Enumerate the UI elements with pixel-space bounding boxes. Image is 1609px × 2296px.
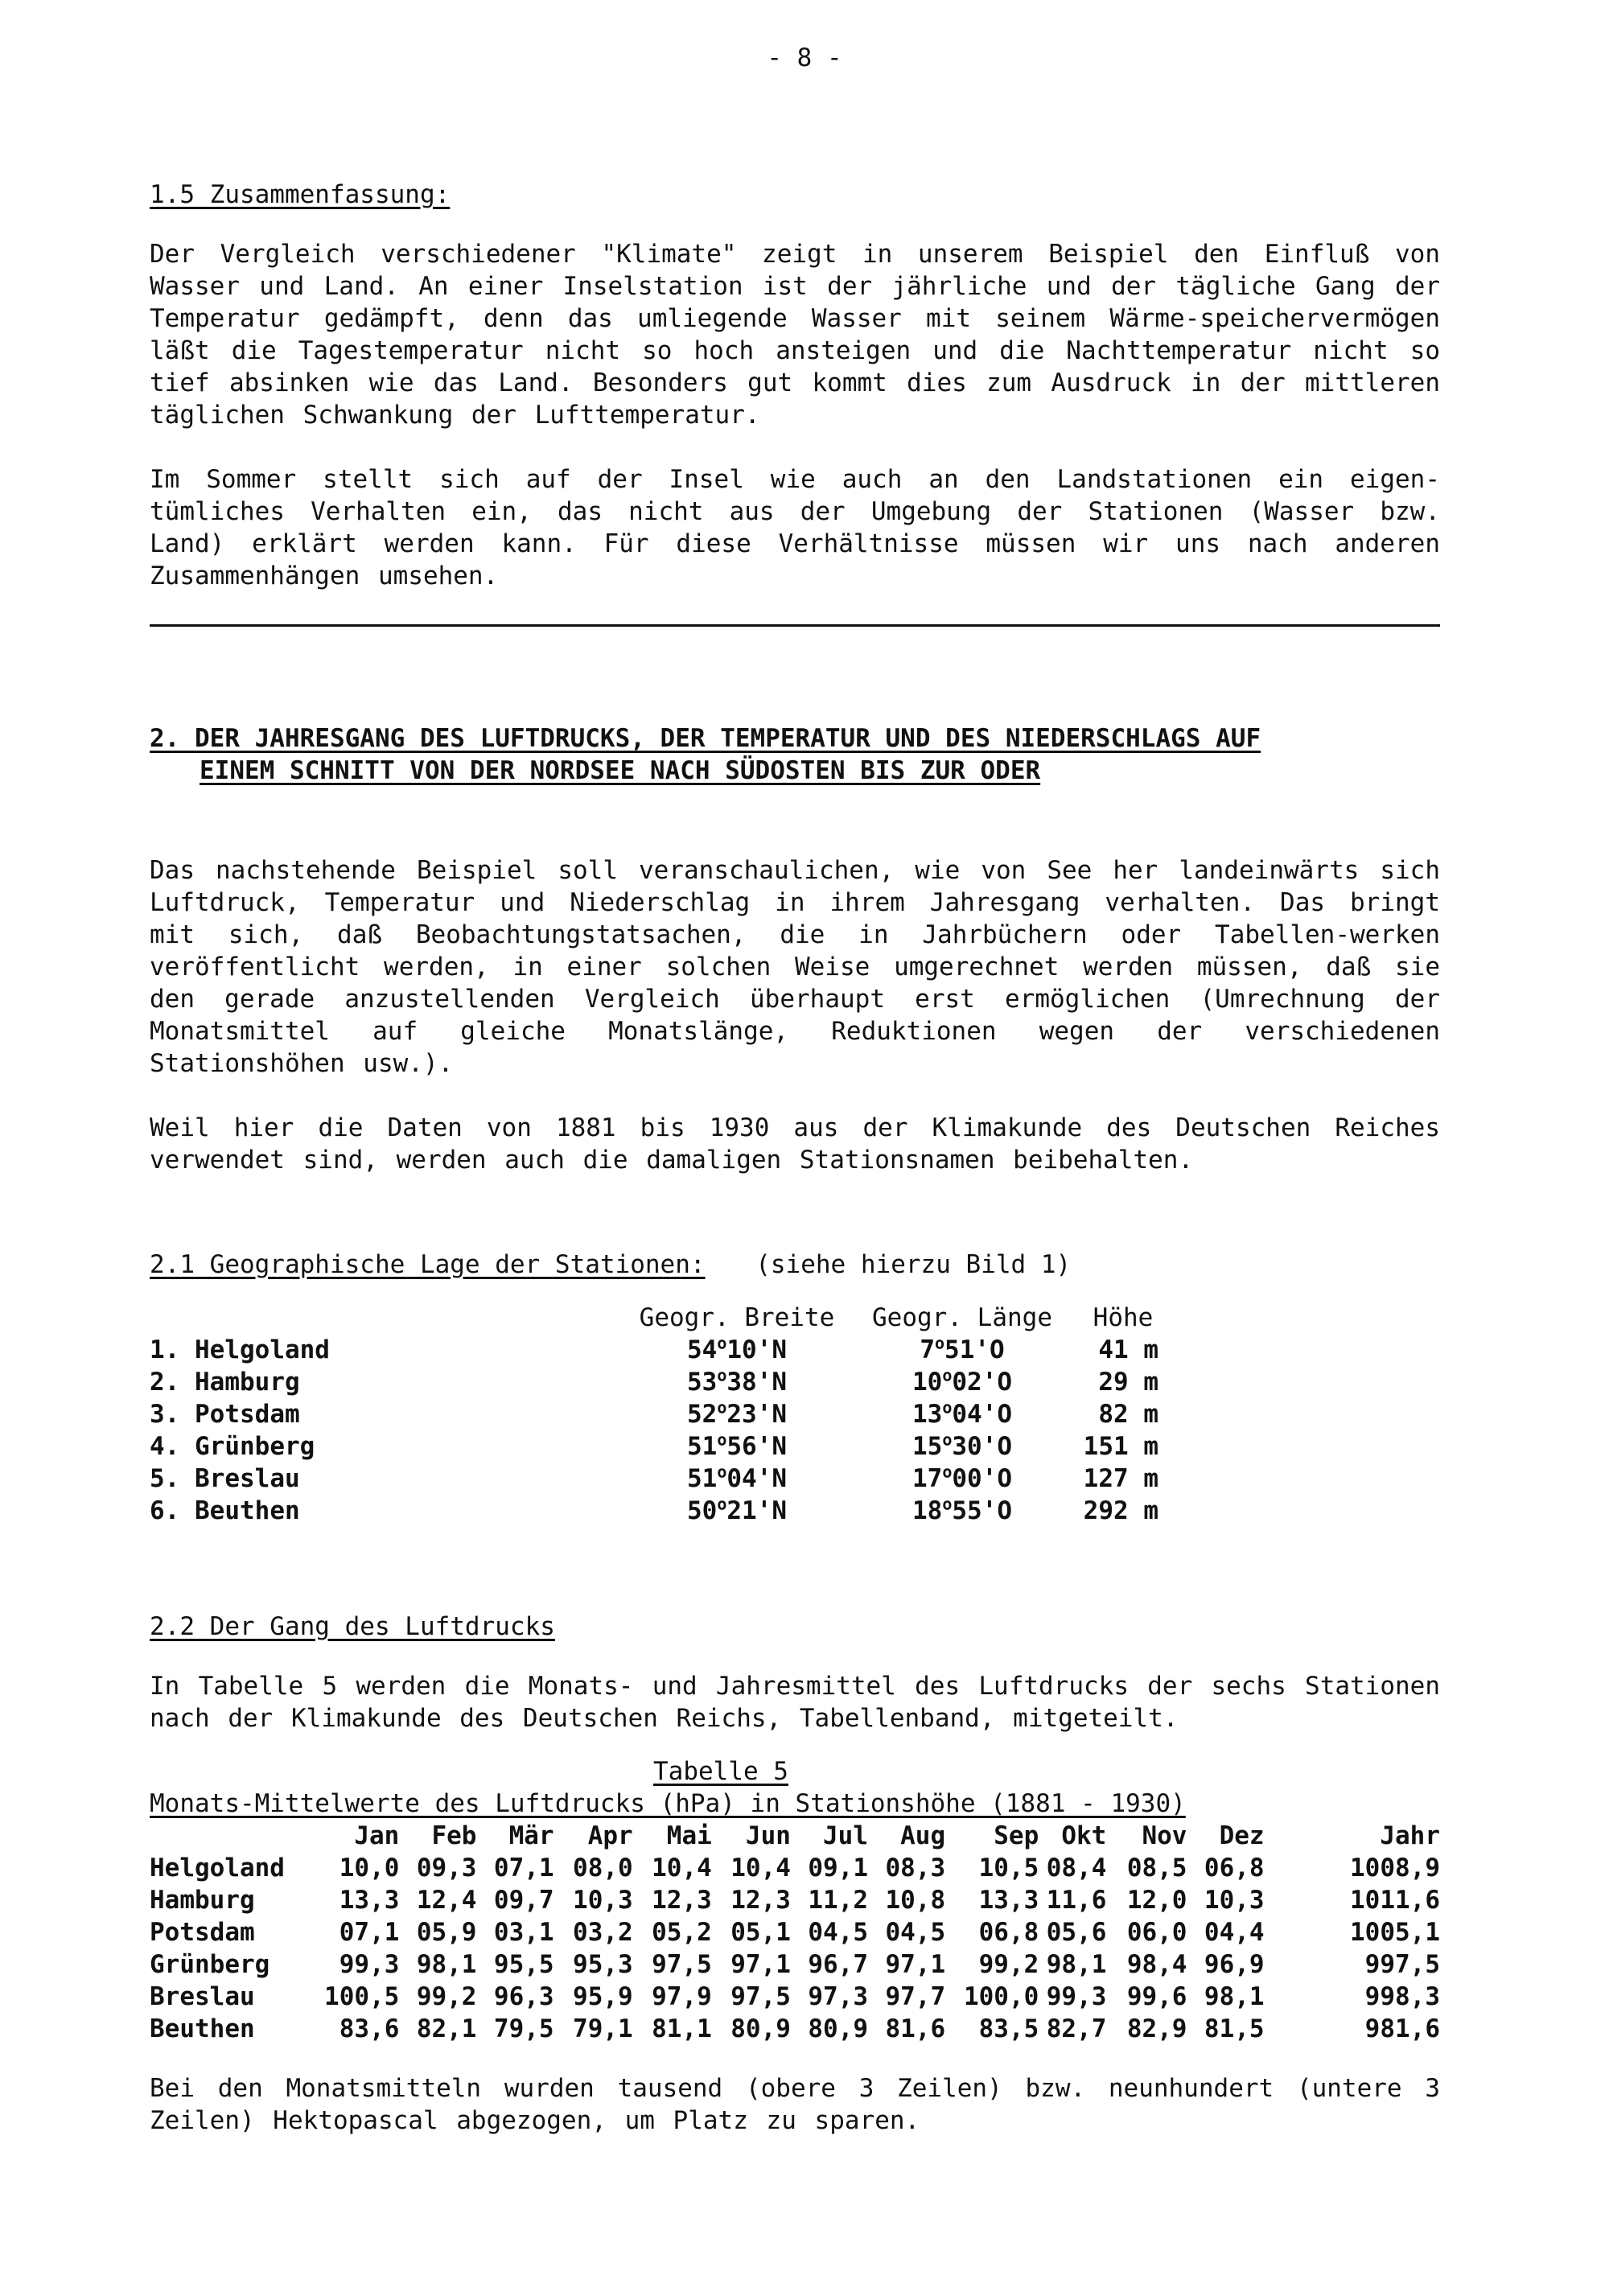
pressure-value: 99,3 bbox=[339, 1950, 400, 1979]
month-header: Okt bbox=[1061, 1821, 1107, 1850]
pressure-value: 07,1 bbox=[493, 1854, 554, 1882]
pressure-value: 10,4 bbox=[652, 1854, 712, 1882]
stations-header-row bbox=[150, 1302, 1179, 1334]
pressure-value: 04,5 bbox=[808, 1918, 869, 1947]
pressure-value: 99,3 bbox=[1046, 1982, 1107, 2011]
page-number: - 8 - bbox=[767, 43, 842, 72]
pressure-value: 98,1 bbox=[1204, 1982, 1265, 2011]
degree-symbol: o bbox=[717, 1430, 727, 1450]
pressure-value: 06,0 bbox=[1126, 1918, 1187, 1947]
pressure-value: 96,9 bbox=[1204, 1950, 1265, 1979]
degree-symbol: o bbox=[717, 1462, 727, 1482]
station-latitude-degrees: 53 bbox=[686, 1368, 718, 1397]
pressure-value: 06,8 bbox=[1204, 1854, 1265, 1882]
pressure-value: 05,6 bbox=[1046, 1918, 1107, 1947]
pressure-station-name: Grünberg bbox=[150, 1950, 270, 1979]
paragraph-1-5-b: Im Sommer stellt sich auf der Insel wie auch an den Landstationen ein eigen-tümliches Verhalten ein, das nicht aus der Umgebung der Stationen (Wasser bzw. Land) erklärt werden kann. Für diese Verhältnisse müssen wir uns nach anderen Zusammenhängen umsehen. bbox=[150, 465, 1440, 590]
section-2-1-note: (siehe hierzu Bild 1) bbox=[755, 1250, 1072, 1279]
month-header: Dez bbox=[1219, 1821, 1265, 1850]
pressure-value: 98,4 bbox=[1126, 1950, 1187, 1979]
pressure-value: 981,6 bbox=[1364, 2014, 1440, 2043]
pressure-value: 97,5 bbox=[652, 1950, 712, 1979]
pressure-value: 98,1 bbox=[1046, 1950, 1107, 1979]
station-number: 5. bbox=[150, 1464, 180, 1493]
pressure-value: 95,3 bbox=[573, 1950, 633, 1979]
pressure-value: 82,9 bbox=[1126, 2014, 1187, 2043]
pressure-value: 99,2 bbox=[416, 1982, 477, 2011]
station-latitude-degrees: 50 bbox=[686, 1496, 718, 1525]
pressure-value: 1008,9 bbox=[1350, 1854, 1440, 1882]
station-longitude-degrees: 7 bbox=[920, 1335, 935, 1364]
table-footnote: Bei den Monatsmitteln wurden tausend (obere 3 Zeilen) bzw. neunhundert (untere 3 Zeilen) Hektopascal abgezogen, um Platz zu sparen. bbox=[150, 2074, 1440, 2135]
table-title: Monats-Mittelwerte des Luftdrucks (hPa) in Stationshöhe (1881 - 1930) bbox=[150, 1789, 1186, 1818]
station-latitude-minutes: 38'N bbox=[726, 1368, 788, 1397]
paragraph-2-2-intro: In Tabelle 5 werden die Monats- und Jahresmittel des Luftdrucks der sechs Stationen nach der Klimakunde des Deutschen Reichs, Tabellenband, mitgeteilt. bbox=[150, 1672, 1440, 1733]
pressure-value: 12,0 bbox=[1126, 1886, 1187, 1915]
pressure-value: 10,3 bbox=[1204, 1886, 1265, 1915]
station-latitude-degrees: 51 bbox=[686, 1432, 718, 1461]
station-height: 82 m bbox=[1098, 1400, 1158, 1429]
station-row bbox=[150, 1495, 1179, 1527]
degree-symbol: o bbox=[942, 1430, 953, 1450]
degree-symbol: o bbox=[942, 1462, 953, 1482]
pressure-station-name: Beuthen bbox=[150, 2014, 255, 2043]
degree-symbol: o bbox=[942, 1494, 953, 1514]
pressure-value: 05,1 bbox=[730, 1918, 791, 1947]
pressure-value: 12,3 bbox=[652, 1886, 712, 1915]
column-longitude: Geogr. Länge bbox=[872, 1303, 1052, 1332]
pressure-value: 95,5 bbox=[493, 1950, 554, 1979]
station-longitude-degrees: 17 bbox=[911, 1464, 943, 1493]
station-row bbox=[150, 1334, 1179, 1366]
degree-symbol: o bbox=[717, 1494, 727, 1514]
station-number: 1. bbox=[150, 1335, 180, 1364]
pressure-value: 96,7 bbox=[808, 1950, 869, 1979]
pressure-value: 10,0 bbox=[339, 1854, 400, 1882]
pressure-value: 82,1 bbox=[416, 2014, 477, 2043]
pressure-value: 80,9 bbox=[730, 2014, 791, 2043]
station-longitude-minutes: 04'O bbox=[952, 1400, 1013, 1429]
pressure-value: 79,5 bbox=[493, 2014, 554, 2043]
pressure-row bbox=[150, 2013, 1440, 2045]
pressure-value: 08,4 bbox=[1046, 1854, 1107, 1882]
station-name: Hamburg bbox=[195, 1368, 300, 1397]
pressure-value: 81,6 bbox=[885, 2014, 946, 2043]
pressure-value: 81,1 bbox=[652, 2014, 712, 2043]
month-header: Jahr bbox=[1380, 1821, 1440, 1850]
pressure-value: 03,1 bbox=[493, 1918, 554, 1947]
pressure-value: 03,2 bbox=[573, 1918, 633, 1947]
station-height: 151 m bbox=[1083, 1432, 1158, 1461]
station-longitude-minutes: 00'O bbox=[952, 1464, 1013, 1493]
station-longitude-degrees: 13 bbox=[911, 1400, 943, 1429]
pressure-value: 08,3 bbox=[885, 1854, 946, 1882]
pressure-value: 997,5 bbox=[1364, 1950, 1440, 1979]
pressure-value: 10,8 bbox=[885, 1886, 946, 1915]
pressure-value: 97,3 bbox=[808, 1982, 869, 2011]
pressure-value: 98,1 bbox=[416, 1950, 477, 1979]
degree-symbol: o bbox=[942, 1397, 953, 1418]
table-label: Tabelle 5 bbox=[653, 1757, 788, 1786]
pressure-row bbox=[150, 1981, 1440, 2013]
station-longitude-minutes: 02'O bbox=[952, 1368, 1013, 1397]
station-row bbox=[150, 1463, 1179, 1495]
station-longitude-minutes: 55'O bbox=[952, 1496, 1013, 1525]
degree-symbol: o bbox=[717, 1365, 727, 1385]
station-longitude-degrees: 10 bbox=[911, 1368, 943, 1397]
pressure-value: 99,6 bbox=[1126, 1982, 1187, 2011]
station-latitude-minutes: 10'N bbox=[726, 1335, 788, 1364]
pressure-value: 1011,6 bbox=[1350, 1886, 1440, 1915]
paragraph-1-5-a: Der Vergleich verschiedener "Klimate" zeigt in unserem Beispiel den Einfluß von Wasser und Land. An einer Inselstation ist der jährliche und der tägliche Gang der Temperatur gedämpft, denn das umliegende Wasser mit seinem Wärme-speichervermögen läßt die Tagestemperatur nicht so hoch ansteigen und die Nachttemperatur nicht so tief absinken wie das Land. Besonders gut kommt dies zum Ausdruck in der mittleren täglichen Schwankung der Lufttemperatur. bbox=[150, 240, 1440, 430]
pressure-value: 08,5 bbox=[1126, 1854, 1187, 1882]
station-latitude-minutes: 23'N bbox=[726, 1400, 788, 1429]
pressure-value: 95,9 bbox=[573, 1982, 633, 2011]
stations-table bbox=[150, 1302, 1179, 1527]
pressure-station-name: Potsdam bbox=[150, 1918, 255, 1947]
station-height: 292 m bbox=[1083, 1496, 1158, 1525]
month-header: Sep bbox=[994, 1821, 1039, 1850]
month-header: Jan bbox=[354, 1821, 400, 1850]
month-header: Mär bbox=[508, 1821, 554, 1850]
column-height: Höhe bbox=[1093, 1303, 1154, 1332]
section-divider bbox=[150, 624, 1440, 627]
pressure-value: 79,1 bbox=[573, 2014, 633, 2043]
degree-symbol: o bbox=[934, 1333, 945, 1353]
pressure-value: 04,4 bbox=[1204, 1918, 1265, 1947]
station-latitude-degrees: 52 bbox=[686, 1400, 718, 1429]
pressure-value: 100,5 bbox=[324, 1982, 400, 2011]
pressure-value: 10,4 bbox=[730, 1854, 791, 1882]
section-heading-2-line2: EINEM SCHNITT VON DER NORDSEE NACH SÜDOSTEN BIS ZUR ODER bbox=[200, 756, 1041, 785]
pressure-value: 09,3 bbox=[416, 1854, 477, 1882]
month-header: Jun bbox=[745, 1821, 791, 1850]
pressure-value: 07,1 bbox=[339, 1918, 400, 1947]
pressure-value: 08,0 bbox=[573, 1854, 633, 1882]
section-2-2 bbox=[150, 1611, 1440, 2137]
pressure-value: 97,1 bbox=[730, 1950, 791, 1979]
pressure-value: 10,5 bbox=[978, 1854, 1039, 1882]
pressure-value: 100,0 bbox=[963, 1982, 1039, 2011]
pressure-value: 83,6 bbox=[339, 2014, 400, 2043]
station-latitude-degrees: 51 bbox=[686, 1464, 718, 1493]
section-heading-2-2: 2.2 Der Gang des Luftdrucks bbox=[150, 1612, 555, 1641]
station-latitude-minutes: 04'N bbox=[726, 1464, 788, 1493]
pressure-value: 04,5 bbox=[885, 1918, 946, 1947]
pressure-value: 81,5 bbox=[1204, 2014, 1265, 2043]
pressure-value: 06,8 bbox=[978, 1918, 1039, 1947]
station-latitude-minutes: 56'N bbox=[726, 1432, 788, 1461]
pressure-value: 1005,1 bbox=[1350, 1918, 1440, 1947]
station-longitude-minutes: 30'O bbox=[952, 1432, 1013, 1461]
section-2-1 bbox=[150, 1249, 1440, 1527]
station-number: 4. bbox=[150, 1432, 180, 1461]
degree-symbol: o bbox=[942, 1365, 953, 1385]
station-latitude-degrees: 54 bbox=[686, 1335, 718, 1364]
section-2 bbox=[150, 722, 1440, 1176]
station-number: 2. bbox=[150, 1368, 180, 1397]
station-row bbox=[150, 1366, 1179, 1398]
station-name: Helgoland bbox=[195, 1335, 330, 1364]
pressure-station-name: Hamburg bbox=[150, 1886, 255, 1915]
degree-symbol: o bbox=[717, 1333, 727, 1353]
station-row bbox=[150, 1430, 1179, 1463]
column-latitude: Geogr. Breite bbox=[639, 1303, 835, 1332]
month-header: Aug bbox=[900, 1821, 946, 1850]
pressure-value: 97,1 bbox=[885, 1950, 946, 1979]
pressure-station-name: Helgoland bbox=[150, 1854, 285, 1882]
pressure-row bbox=[150, 1916, 1440, 1948]
pressure-value: 05,9 bbox=[416, 1918, 477, 1947]
station-name: Grünberg bbox=[195, 1432, 315, 1461]
pressure-value: 09,1 bbox=[808, 1854, 869, 1882]
station-name: Potsdam bbox=[195, 1400, 300, 1429]
month-header: Nov bbox=[1142, 1821, 1187, 1850]
month-header: Feb bbox=[431, 1821, 477, 1850]
pressure-value: 10,3 bbox=[573, 1886, 633, 1915]
station-number: 6. bbox=[150, 1496, 180, 1525]
station-name: Beuthen bbox=[195, 1496, 300, 1525]
pressure-station-name: Breslau bbox=[150, 1982, 255, 2011]
station-latitude-minutes: 21'N bbox=[726, 1496, 788, 1525]
station-longitude-degrees: 15 bbox=[911, 1432, 943, 1461]
section-1-5 bbox=[150, 179, 1440, 592]
pressure-value: 13,3 bbox=[978, 1886, 1039, 1915]
pressure-value: 99,2 bbox=[978, 1950, 1039, 1979]
pressure-value: 05,2 bbox=[652, 1918, 712, 1947]
pressure-value: 83,5 bbox=[978, 2014, 1039, 2043]
pressure-table bbox=[150, 1820, 1440, 2045]
station-column-header bbox=[150, 1820, 320, 1852]
station-longitude-degrees: 18 bbox=[911, 1496, 943, 1525]
section-heading-2-1: 2.1 Geographische Lage der Stationen: bbox=[150, 1250, 706, 1279]
station-number: 3. bbox=[150, 1400, 180, 1429]
pressure-value: 97,7 bbox=[885, 1982, 946, 2011]
station-height: 127 m bbox=[1083, 1464, 1158, 1493]
pressure-value: 13,3 bbox=[339, 1886, 400, 1915]
station-height: 29 m bbox=[1098, 1368, 1158, 1397]
month-header: Apr bbox=[587, 1821, 633, 1850]
section-heading-2-line1: 2. DER JAHRESGANG DES LUFTDRUCKS, DER TEMPERATUR UND DES NIEDERSCHLAGS AUF bbox=[150, 724, 1261, 753]
pressure-value: 82,7 bbox=[1046, 2014, 1107, 2043]
paragraph-2-b: Weil hier die Daten von 1881 bis 1930 aus der Klimakunde des Deutschen Reiches verwendet sind, werden auch die damaligen Stationsnamen beibehalten. bbox=[150, 1113, 1440, 1175]
station-longitude-minutes: 51'O bbox=[944, 1335, 1005, 1364]
pressure-value: 11,6 bbox=[1046, 1886, 1107, 1915]
station-name: Breslau bbox=[195, 1464, 300, 1493]
month-header: Jul bbox=[823, 1821, 869, 1850]
section-heading-1-5: 1.5 Zusammenfassung: bbox=[150, 180, 451, 209]
pressure-value: 97,5 bbox=[730, 1982, 791, 2011]
station-height: 41 m bbox=[1098, 1335, 1158, 1364]
pressure-value: 12,4 bbox=[416, 1886, 477, 1915]
pressure-value: 12,3 bbox=[730, 1886, 791, 1915]
pressure-row bbox=[150, 1948, 1440, 1981]
pressure-row bbox=[150, 1852, 1440, 1884]
pressure-value: 97,9 bbox=[652, 1982, 712, 2011]
pressure-value: 998,3 bbox=[1364, 1982, 1440, 2011]
pressure-row bbox=[150, 1884, 1440, 1916]
pressure-header-row bbox=[150, 1820, 1440, 1852]
pressure-value: 09,7 bbox=[493, 1886, 554, 1915]
pressure-value: 96,3 bbox=[493, 1982, 554, 2011]
pressure-value: 80,9 bbox=[808, 2014, 869, 2043]
pressure-value: 11,2 bbox=[808, 1886, 869, 1915]
month-header: Mai bbox=[666, 1821, 712, 1850]
degree-symbol: o bbox=[717, 1397, 727, 1418]
station-row bbox=[150, 1398, 1179, 1430]
paragraph-2-a: Das nachstehende Beispiel soll veranschaulichen, wie von See her landeinwärts sich Luftdruck, Temperatur und Niederschlag in ihrem Jahresgang verhalten. Das bringt mit sich, daß Beobachtungstatsachen, die in Jahrbüchern oder Tabellen-werken veröffentlicht werden, in einer solchen Weise umgerechnet werden müssen, daß sie den gerade anzustellenden Vergleich überhaupt erst ermöglichen (Umrechnung der Monatsmittel auf gleiche Monatslänge, Reduktionen wegen der verschiedenen Stationshöhen usw.). bbox=[150, 856, 1440, 1078]
